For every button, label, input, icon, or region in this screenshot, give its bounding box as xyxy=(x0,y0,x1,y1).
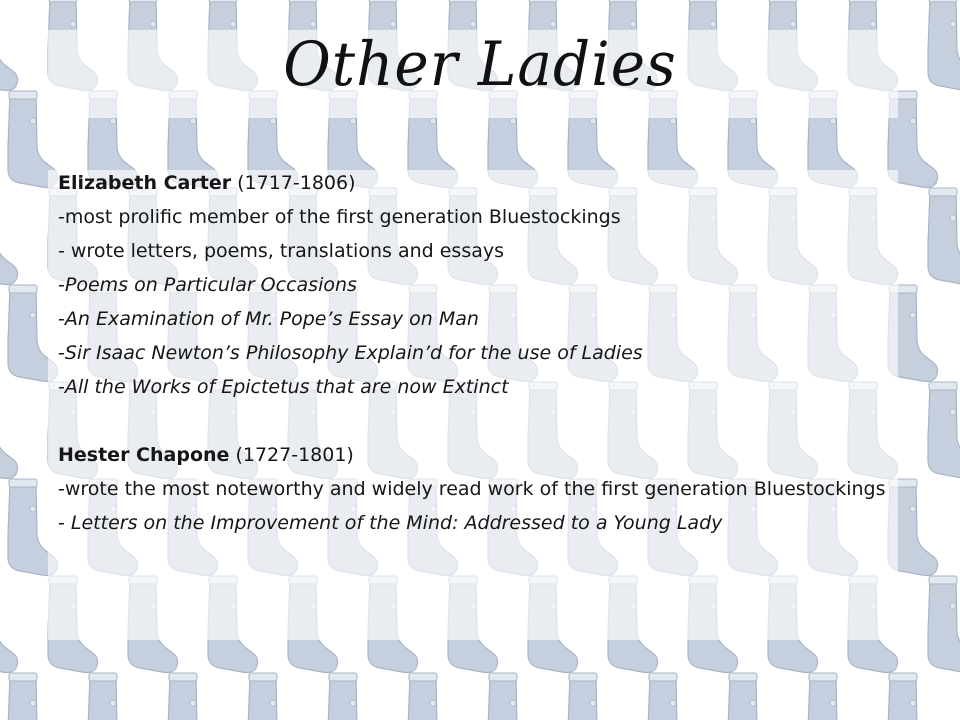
sock-icon xyxy=(168,673,218,720)
sock-icon xyxy=(248,673,298,720)
sock-icon xyxy=(328,673,378,720)
sock-icon xyxy=(808,673,858,720)
carter-work-epictetus: All the Works of Epictetus that are now Extinct xyxy=(64,376,509,398)
slide-content xyxy=(58,166,898,540)
carter-line-6: -All the Works of Epictetus that are now Extinct xyxy=(58,376,509,398)
section-spacer xyxy=(58,404,898,438)
carter-line-1: -most prolific member of the first generation Bluestockings xyxy=(58,206,621,228)
sock-icon xyxy=(888,673,938,720)
sock-icon xyxy=(0,576,18,673)
chapone-work-letters: Letters on the Improvement of the Mind: Addressed to a Young Lady xyxy=(70,512,723,534)
chapone-name: Hester Chapone xyxy=(58,444,230,466)
chapone-line-1: -wrote the most noteworthy and widely read work of the first generation Bluestockings xyxy=(58,478,886,500)
sock-icon xyxy=(88,673,138,720)
carter-line-2: - wrote letters, poems, translations and essays xyxy=(58,240,504,262)
sock-icon xyxy=(928,576,960,673)
chapone-dates: (1727-1801) xyxy=(229,444,354,466)
sock-icon xyxy=(568,673,618,720)
sock-icon xyxy=(928,382,960,479)
slide-title: Other Ladies xyxy=(283,28,677,100)
carter-name: Elizabeth Carter xyxy=(58,172,232,194)
carter-line-3: -Poems on Particular Occasions xyxy=(58,274,357,296)
sock-icon xyxy=(0,188,18,285)
sock-icon xyxy=(648,673,698,720)
sock-icon xyxy=(928,188,960,285)
sock-icon xyxy=(8,673,58,720)
carter-line-4: -An Examination of Mr. Pope’s Essay on Man xyxy=(58,308,479,330)
sock-icon xyxy=(408,673,458,720)
sock-icon xyxy=(0,382,18,479)
carter-work-examination: An Examination of Mr. Pope’s Essay on Man xyxy=(64,308,479,330)
chapone-line-2: - Letters on the Improvement of the Mind: Addressed to a Young Lady xyxy=(58,512,723,534)
carter-dates: (1717-1806) xyxy=(231,172,356,194)
carter-work-newton: Sir Isaac Newton’s Philosophy Explain’d for the use of Ladies xyxy=(64,342,643,364)
chapone-heading xyxy=(58,438,898,472)
carter-line-5: -Sir Isaac Newton’s Philosophy Explain’d for the use of Ladies xyxy=(58,342,643,364)
carter-work-poems: Poems on Particular Occasions xyxy=(64,274,357,296)
carter-heading xyxy=(58,166,898,200)
sock-icon xyxy=(488,673,538,720)
sock-icon xyxy=(728,673,778,720)
